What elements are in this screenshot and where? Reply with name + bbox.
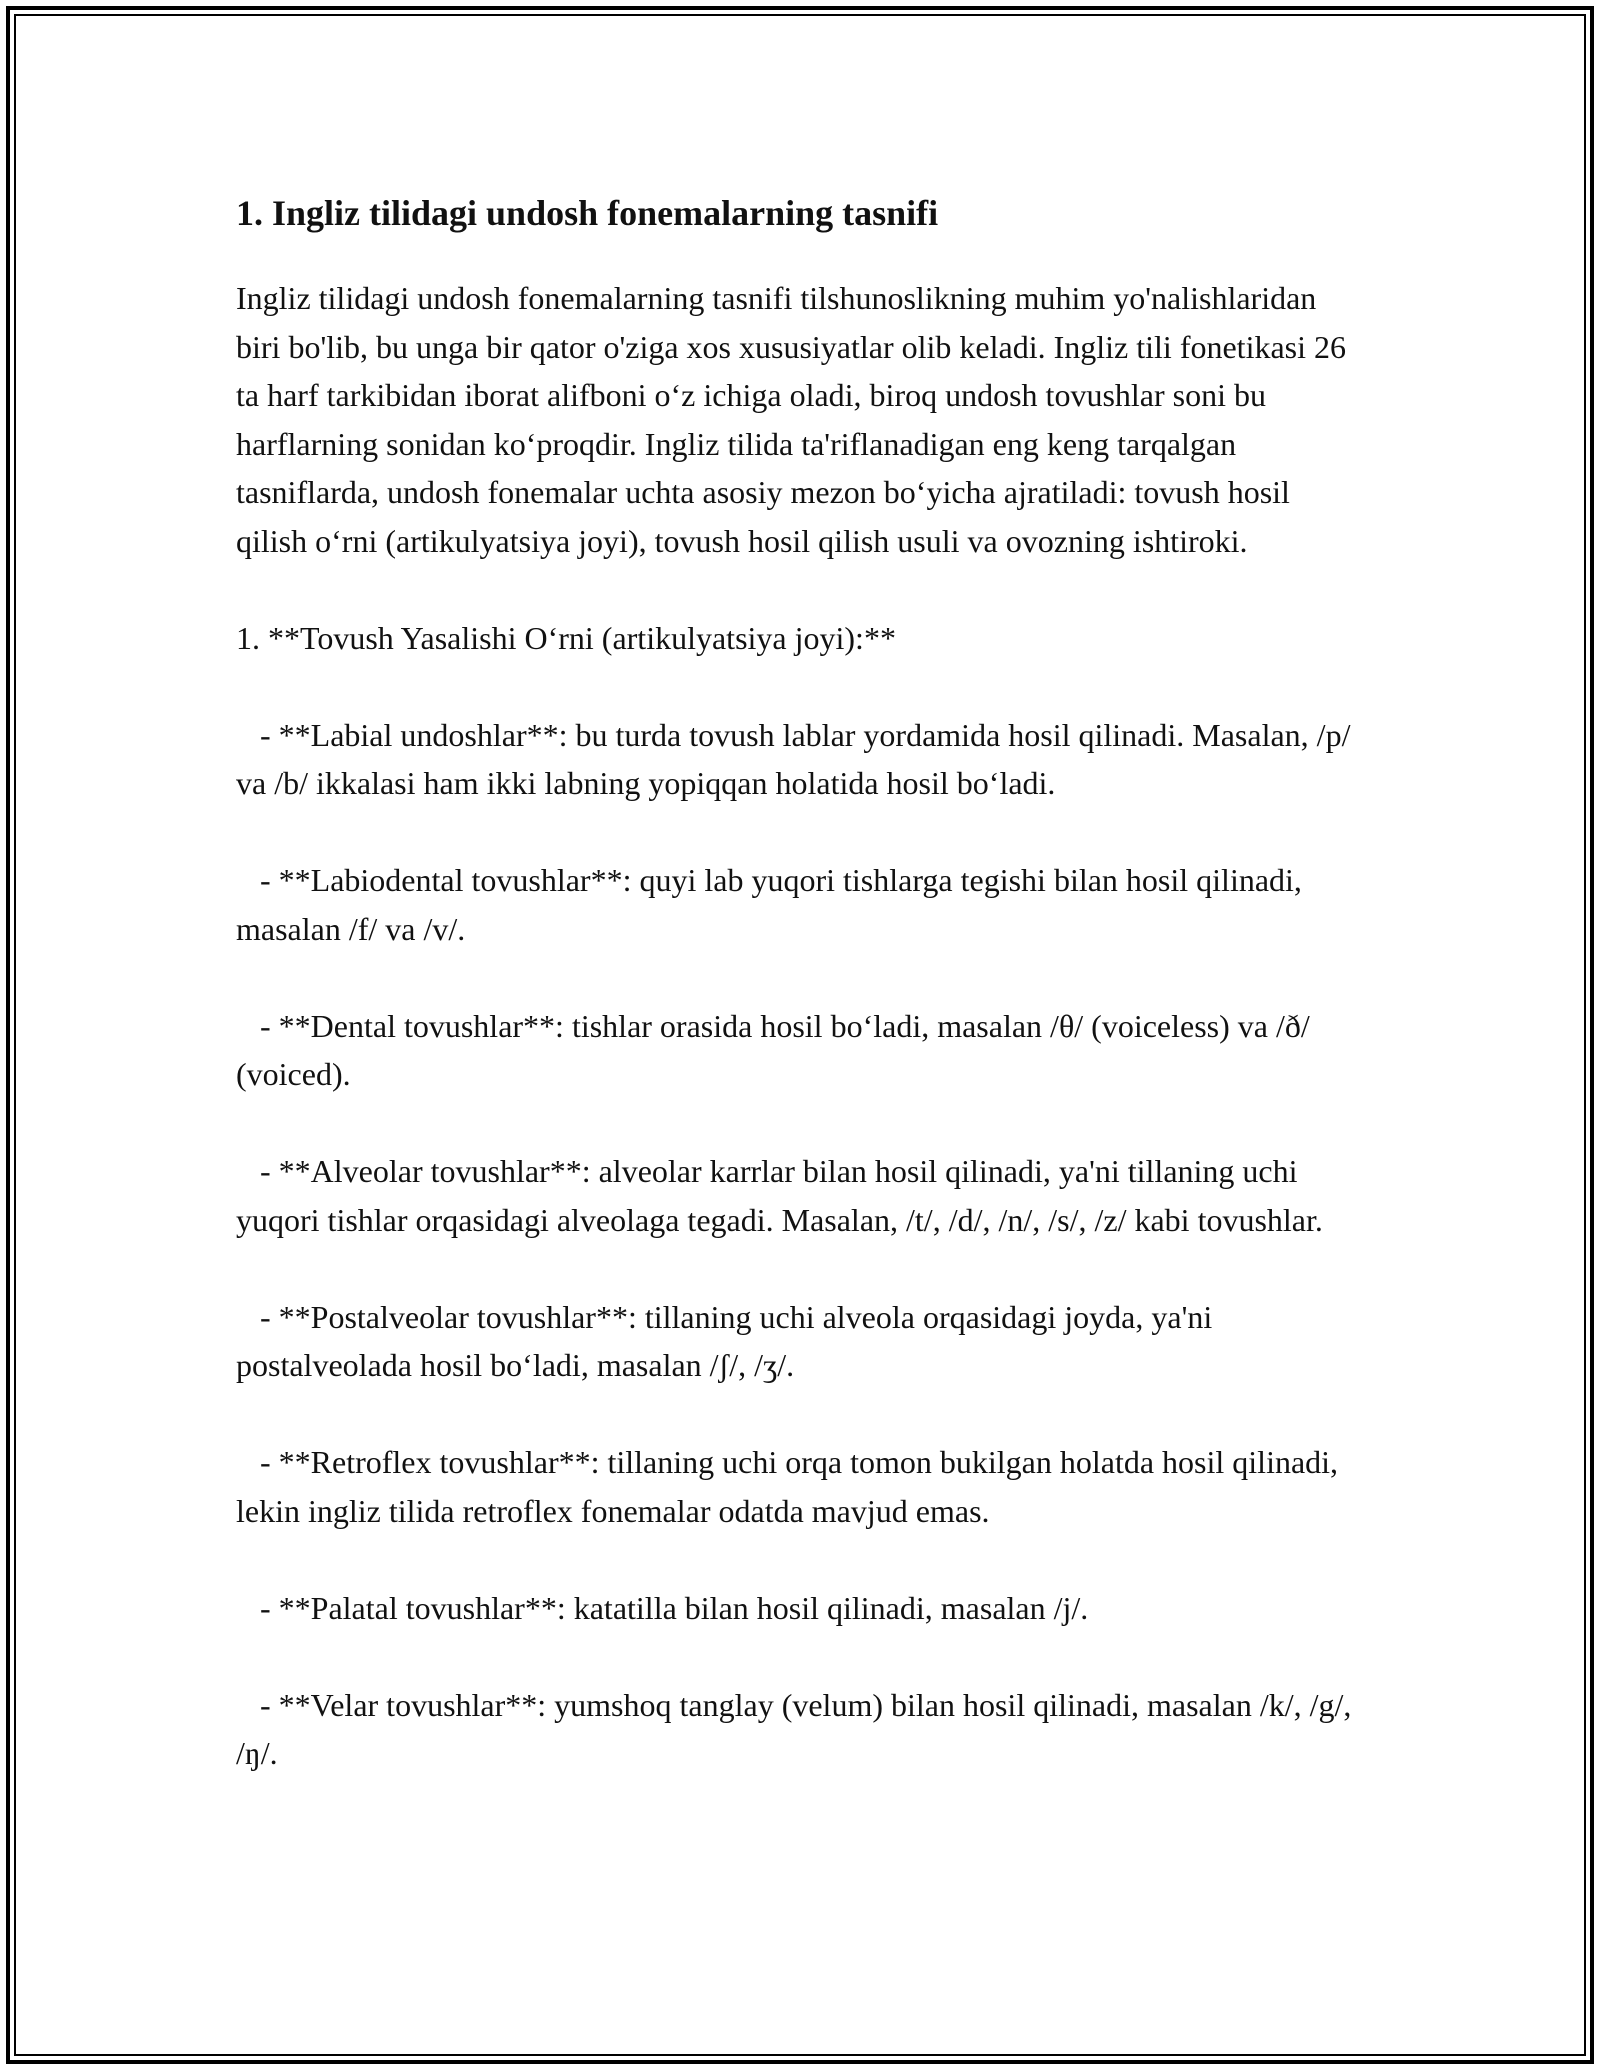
paragraph-gap xyxy=(236,1535,1366,1584)
list-item-retroflex: - **Retroflex tovushlar**: tillaning uchi orqa tomon bukilgan holatda hosil qilinadi, lekin ingliz tilida retroflex fonemalar odatda mavjud emas. xyxy=(236,1444,1347,1529)
list-item-labial: - **Labial undoshlar**: bu turda tovush lablar yordamida hosil qilinadi. Masalan, /p/ va /b/ ikkalasi ham ikki labning yopiqqan holatida hosil bo‘ladi. xyxy=(236,716,1359,801)
list-item-alveolar: - **Alveolar tovushlar**: alveolar karrlar bilan hosil qilinadi, ya'ni tillaning uchi yuqori tishlar orqasidagi alveolaga tegadi. Masalan, /t/, /d/, /n/, /s/, /z/ kabi tovushlar. xyxy=(236,1153,1323,1238)
section-heading: 1. Ingliz tilidagi undosh fonemalarning tasnifi xyxy=(236,193,939,233)
paragraph-gap xyxy=(236,565,1366,614)
paragraph-gap xyxy=(236,1390,1366,1439)
list-item-dental: - **Dental tovushlar**: tishlar orasida hosil bo‘ladi, masalan /θ/ (voiceless) va /ð/ (voiced). xyxy=(236,1007,1318,1092)
paragraph-gap xyxy=(236,1244,1366,1293)
paragraph-gap xyxy=(236,662,1366,711)
list-item-palatal: - **Palatal tovushlar**: katatilla bilan hosil qilinadi, masalan /j/. xyxy=(236,1589,1089,1626)
paragraph-gap xyxy=(236,1099,1366,1148)
paragraph-gap xyxy=(236,808,1366,857)
list-item-postalveolar: - **Postalveolar tovushlar**: tillaning uchi alveola orqasidagi joyda, ya'ni postalveolada hosil bo‘ladi, masalan /ʃ/, /ʒ/. xyxy=(236,1298,1221,1383)
document-body xyxy=(236,186,1366,1778)
paragraph-gap xyxy=(236,1632,1366,1681)
intro-paragraph: Ingliz tilidagi undosh fonemalarning tasnifi tilshunoslikning muhim yo'nalishlaridan biri bo'lib, bu unga bir qator o'ziga xos xususiyatlar olib keladi. Ingliz tili fonetikasi 26 ta harf tarkibidan iborat alifboni o‘z ichiga oladi, biroq undosh tovushlar soni bu harflarning sonidan ko‘proqdir. Ingliz tilida ta'riflanadigan eng keng tarqalgan tasniflarda, undosh fonemalar uchta asosiy mezon bo‘yicha ajratiladi: tovush hosil qilish o‘rni (artikulyatsiya joyi), tovush hosil qilish usuli va ovozning ishtiroki. xyxy=(236,280,1354,559)
list-item-velar: - **Velar tovushlar**: yumshoq tanglay (velum) bilan hosil qilinadi, masalan /k/, /g/, /ŋ/. xyxy=(236,1686,1360,1771)
list-heading: 1. **Tovush Yasalishi O‘rni (artikulyatsiya joyi):** xyxy=(236,619,896,656)
paragraph-gap xyxy=(236,953,1366,1002)
list-item-labiodental: - **Labiodental tovushlar**: quyi lab yuqori tishlarga tegishi bilan hosil qilinadi, masalan /f/ va /v/. xyxy=(236,862,1310,947)
